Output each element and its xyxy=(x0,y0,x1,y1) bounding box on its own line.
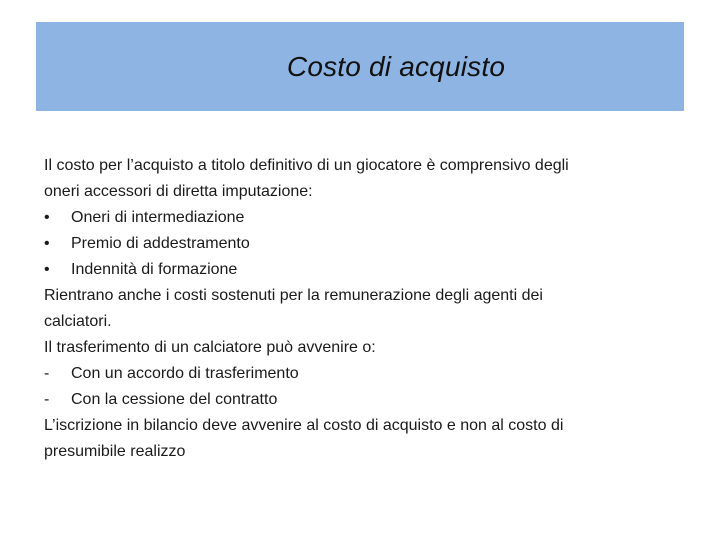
dash-text: Con la cessione del contratto xyxy=(71,391,278,408)
costs-line-1: Rientrano anche i costi sostenuti per la remunerazione degli agenti dei xyxy=(44,287,543,304)
bullet-item xyxy=(44,231,674,257)
bullet-marker: • xyxy=(44,261,50,278)
costs-line-2: calciatori. xyxy=(44,313,112,330)
bullet-item xyxy=(44,257,674,283)
bullet-text: Premio di addestramento xyxy=(71,235,250,252)
bullet-marker: • xyxy=(44,209,50,226)
slide-title: Costo di acquisto xyxy=(286,50,506,82)
title-banner xyxy=(36,22,684,111)
bullet-text: Oneri di intermediazione xyxy=(71,209,245,226)
closing-line-1: L’iscrizione in bilancio deve avvenire al costo di acquisto e non al costo di xyxy=(44,417,564,434)
transfer-line: Il trasferimento di un calciatore può avvenire o: xyxy=(44,339,376,356)
bullet-item xyxy=(44,205,674,231)
bullet-marker: • xyxy=(44,235,50,252)
dash-marker: - xyxy=(44,391,50,408)
dash-marker: - xyxy=(44,365,50,382)
intro-line-2: oneri accessori di diretta imputazione: xyxy=(44,183,313,200)
intro-line-1: Il costo per l’acquisto a titolo definitivo di un giocatore è comprensivo degli xyxy=(44,157,569,174)
dash-item xyxy=(44,361,674,387)
bullet-text: Indennità di formazione xyxy=(71,261,238,278)
dash-text: Con un accordo di trasferimento xyxy=(71,365,299,382)
closing-line-2: presumibile realizzo xyxy=(44,443,186,460)
slide-body xyxy=(44,153,674,465)
dash-item xyxy=(44,387,674,413)
